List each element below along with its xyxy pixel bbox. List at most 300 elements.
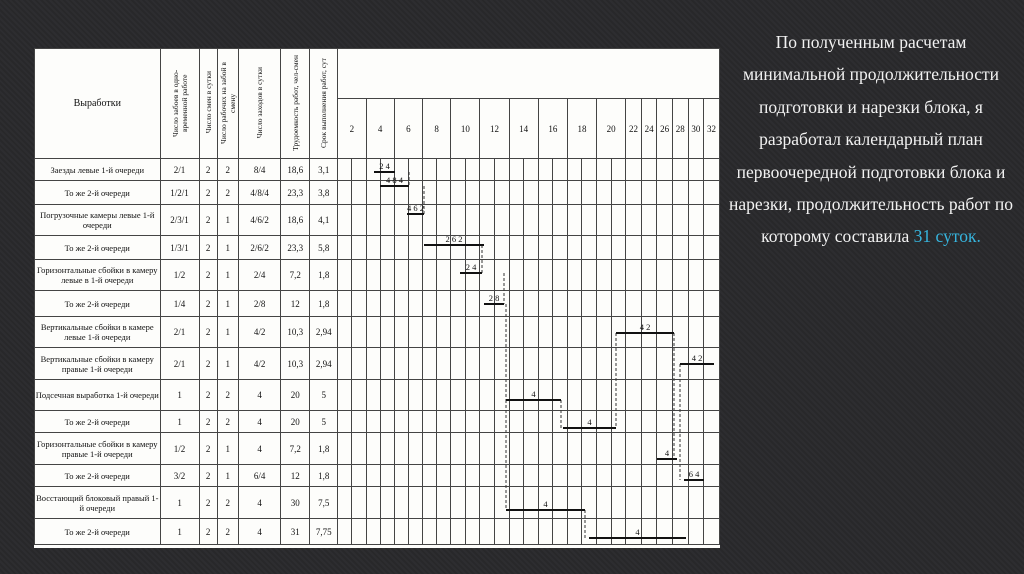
cell-shifts: 2 xyxy=(199,465,217,487)
timeline-cell xyxy=(380,487,394,519)
timeline-tick: 28 xyxy=(672,99,688,159)
timeline-cell xyxy=(567,433,582,465)
timeline-cell xyxy=(567,291,582,317)
cell-faces: 1/3/1 xyxy=(160,236,199,260)
timeline-cell xyxy=(657,205,673,236)
timeline-cell xyxy=(672,260,688,291)
timeline-cell xyxy=(394,411,408,433)
timeline-cell xyxy=(597,411,612,433)
work-name: Вертикальные сбойки в камеру правые 1-й очереди xyxy=(35,348,161,380)
timeline-tick: 2 xyxy=(338,99,366,159)
cell-labor: 20 xyxy=(281,411,310,433)
cell-workers: 1 xyxy=(217,291,238,317)
timeline-cell xyxy=(688,433,704,465)
timeline-cell xyxy=(553,411,568,433)
timeline-cell xyxy=(338,181,352,205)
timeline-cell xyxy=(495,317,510,348)
timeline-cell xyxy=(380,519,394,545)
timeline-cell xyxy=(495,411,510,433)
timeline-cell xyxy=(437,317,451,348)
timeline-cell xyxy=(611,159,626,181)
timeline-cell xyxy=(495,465,510,487)
timeline-cell xyxy=(524,380,539,411)
timeline-cell xyxy=(597,487,612,519)
timeline-cell xyxy=(352,411,366,433)
timeline-cell xyxy=(704,411,720,433)
cell-advance: 2/6/2 xyxy=(238,236,280,260)
table-row xyxy=(35,317,720,348)
timeline-cell xyxy=(423,433,437,465)
timeline-cell xyxy=(423,317,437,348)
timeline-cell xyxy=(408,411,422,433)
timeline-cell xyxy=(657,181,673,205)
timeline-cell xyxy=(657,236,673,260)
table-row xyxy=(35,411,720,433)
timeline-cell xyxy=(394,317,408,348)
timeline-cell xyxy=(704,291,720,317)
timeline-cell xyxy=(553,205,568,236)
timeline-cell xyxy=(567,181,582,205)
timeline-cell xyxy=(538,487,553,519)
work-name: Заезды левые 1-й очереди xyxy=(35,159,161,181)
timeline-cell xyxy=(538,519,553,545)
timeline-cell xyxy=(380,291,394,317)
timeline-cell xyxy=(688,465,704,487)
timeline-cell xyxy=(582,433,597,465)
timeline-cell xyxy=(380,260,394,291)
timeline-cell xyxy=(338,487,352,519)
cell-advance: 8/4 xyxy=(238,159,280,181)
cell-shifts: 2 xyxy=(199,205,217,236)
timeline-cell xyxy=(641,205,657,236)
timeline-cell xyxy=(704,205,720,236)
timeline-cell xyxy=(597,181,612,205)
timeline-cell xyxy=(626,433,642,465)
work-name: Горизонтальные сбойки в камеру правые 1-й очереди xyxy=(35,433,161,465)
timeline-cell xyxy=(688,487,704,519)
timeline-cell xyxy=(480,487,495,519)
timeline-cell xyxy=(465,411,480,433)
timeline-cell xyxy=(408,317,422,348)
cell-faces: 1 xyxy=(160,380,199,411)
timeline-cell xyxy=(611,291,626,317)
timeline-cell xyxy=(611,433,626,465)
timeline-cell xyxy=(553,348,568,380)
timeline-cell xyxy=(338,519,352,545)
timeline-cell xyxy=(611,380,626,411)
timeline-cell xyxy=(380,411,394,433)
timeline-cell xyxy=(352,291,366,317)
timeline-cell xyxy=(524,317,539,348)
cell-advance: 4 xyxy=(238,487,280,519)
timeline-cell xyxy=(641,236,657,260)
timeline-cell xyxy=(641,487,657,519)
timeline-header-blank xyxy=(338,49,720,99)
timeline-cell xyxy=(641,348,657,380)
cell-advance: 4 xyxy=(238,433,280,465)
timeline-cell xyxy=(538,291,553,317)
timeline-cell xyxy=(338,260,352,291)
timeline-cell xyxy=(626,181,642,205)
timeline-cell xyxy=(380,433,394,465)
timeline-cell xyxy=(597,380,612,411)
timeline-cell xyxy=(582,260,597,291)
timeline-cell xyxy=(688,236,704,260)
timeline-cell xyxy=(688,159,704,181)
timeline-cell xyxy=(451,487,466,519)
header-workers: Число рабочих на забой в смену xyxy=(217,49,238,159)
timeline-cell xyxy=(657,465,673,487)
cell-workers: 2 xyxy=(217,411,238,433)
gantt-bar-label: 6 4 xyxy=(688,469,700,479)
timeline-cell xyxy=(451,380,466,411)
timeline-cell xyxy=(611,181,626,205)
timeline-cell xyxy=(524,205,539,236)
header-faces: Число забоев в одно-временной работе xyxy=(160,49,199,159)
cell-days: 1,8 xyxy=(310,260,338,291)
cell-labor: 31 xyxy=(281,519,310,545)
timeline-cell xyxy=(465,465,480,487)
timeline-cell xyxy=(597,159,612,181)
timeline-cell xyxy=(567,487,582,519)
gantt-bar-label: 2 4 xyxy=(465,262,477,272)
timeline-cell xyxy=(352,380,366,411)
timeline-cell xyxy=(408,433,422,465)
timeline-cell xyxy=(672,348,688,380)
timeline-cell xyxy=(366,159,380,181)
timeline-cell xyxy=(338,433,352,465)
timeline-cell xyxy=(641,519,657,545)
timeline-cell xyxy=(611,260,626,291)
timeline-cell xyxy=(465,260,480,291)
timeline-cell xyxy=(657,380,673,411)
timeline-cell xyxy=(626,317,642,348)
timeline-cell xyxy=(597,236,612,260)
timeline-cell xyxy=(408,348,422,380)
timeline-cell xyxy=(495,260,510,291)
work-name: То же 2-й очереди xyxy=(35,291,161,317)
timeline-cell xyxy=(495,487,510,519)
cell-advance: 4/6/2 xyxy=(238,205,280,236)
timeline-cell xyxy=(688,291,704,317)
timeline-cell xyxy=(338,291,352,317)
timeline-cell xyxy=(380,159,394,181)
cell-days: 2,94 xyxy=(310,317,338,348)
timeline-cell xyxy=(480,291,495,317)
timeline-cell xyxy=(582,519,597,545)
cell-labor: 30 xyxy=(281,487,310,519)
timeline-cell xyxy=(626,205,642,236)
timeline-cell xyxy=(704,236,720,260)
timeline-cell xyxy=(582,380,597,411)
cell-labor: 18,6 xyxy=(281,159,310,181)
cell-days: 5 xyxy=(310,411,338,433)
timeline-cell xyxy=(582,181,597,205)
timeline-cell xyxy=(366,236,380,260)
timeline-cell xyxy=(509,317,524,348)
cell-shifts: 2 xyxy=(199,236,217,260)
timeline-cell xyxy=(538,348,553,380)
timeline-cell xyxy=(657,411,673,433)
calendar-plan-table xyxy=(34,48,720,545)
timeline-cell xyxy=(366,181,380,205)
cell-shifts: 2 xyxy=(199,380,217,411)
cell-shifts: 2 xyxy=(199,181,217,205)
timeline-cell xyxy=(495,236,510,260)
timeline-cell xyxy=(509,465,524,487)
duration-highlight: 31 суток. xyxy=(913,226,981,247)
timeline-cell xyxy=(538,317,553,348)
cell-labor: 7,2 xyxy=(281,260,310,291)
work-name: То же 2-й очереди xyxy=(35,411,161,433)
timeline-cell xyxy=(465,433,480,465)
timeline-cell xyxy=(553,317,568,348)
timeline-cell xyxy=(338,348,352,380)
timeline-cell xyxy=(704,260,720,291)
timeline-cell xyxy=(553,181,568,205)
timeline-cell xyxy=(672,465,688,487)
timeline-cell xyxy=(380,236,394,260)
timeline-cell xyxy=(672,317,688,348)
timeline-tick: 26 xyxy=(657,99,673,159)
timeline-cell xyxy=(672,380,688,411)
timeline-cell xyxy=(451,411,466,433)
timeline-cell xyxy=(423,348,437,380)
timeline-cell xyxy=(688,348,704,380)
timeline-cell xyxy=(394,380,408,411)
gantt-bar-label: 2 6 2 xyxy=(445,234,463,244)
timeline-cell xyxy=(352,433,366,465)
timeline-cell xyxy=(423,205,437,236)
timeline-cell xyxy=(451,260,466,291)
timeline-cell xyxy=(366,380,380,411)
timeline-cell xyxy=(408,487,422,519)
timeline-tick: 18 xyxy=(567,99,596,159)
cell-days: 1,8 xyxy=(310,465,338,487)
cell-faces: 3/2 xyxy=(160,465,199,487)
timeline-cell xyxy=(641,260,657,291)
timeline-cell xyxy=(408,465,422,487)
timeline-cell xyxy=(352,260,366,291)
timeline-cell xyxy=(408,519,422,545)
timeline-cell xyxy=(437,205,451,236)
timeline-cell xyxy=(408,205,422,236)
header-advance: Число заходов в сутки xyxy=(238,49,280,159)
cell-workers: 1 xyxy=(217,260,238,291)
timeline-cell xyxy=(437,291,451,317)
timeline-cell xyxy=(657,291,673,317)
timeline-cell xyxy=(465,317,480,348)
cell-faces: 1/4 xyxy=(160,291,199,317)
work-name: То же 2-й очереди xyxy=(35,465,161,487)
cell-labor: 18,6 xyxy=(281,205,310,236)
timeline-cell xyxy=(465,159,480,181)
timeline-cell xyxy=(538,260,553,291)
work-name: То же 2-й очереди xyxy=(35,519,161,545)
timeline-cell xyxy=(509,487,524,519)
header-labor: Трудоемкость работ, чел-смен xyxy=(281,49,310,159)
timeline-cell xyxy=(352,236,366,260)
cell-shifts: 2 xyxy=(199,291,217,317)
timeline-cell xyxy=(611,348,626,380)
timeline-cell xyxy=(451,465,466,487)
timeline-cell xyxy=(437,519,451,545)
cell-days: 2,94 xyxy=(310,348,338,380)
timeline-cell xyxy=(597,317,612,348)
header-works: Выработки xyxy=(35,49,161,159)
timeline-cell xyxy=(626,291,642,317)
work-name: Погрузочные камеры левые 1-й очереди xyxy=(35,205,161,236)
timeline-cell xyxy=(553,159,568,181)
table-row xyxy=(35,487,720,519)
timeline-cell xyxy=(553,487,568,519)
timeline-cell xyxy=(480,181,495,205)
timeline-cell xyxy=(553,236,568,260)
timeline-cell xyxy=(437,487,451,519)
timeline-cell xyxy=(567,159,582,181)
table-row xyxy=(35,380,720,411)
timeline-cell xyxy=(582,411,597,433)
work-name: Восстающий блоковый правый 1-й очереди xyxy=(35,487,161,519)
timeline-cell xyxy=(641,181,657,205)
timeline-cell xyxy=(352,159,366,181)
timeline-cell xyxy=(437,380,451,411)
cell-faces: 2/1 xyxy=(160,317,199,348)
timeline-cell xyxy=(704,159,720,181)
timeline-cell xyxy=(611,236,626,260)
cell-workers: 1 xyxy=(217,348,238,380)
timeline-cell xyxy=(480,236,495,260)
cell-faces: 2/3/1 xyxy=(160,205,199,236)
timeline-cell xyxy=(524,291,539,317)
table-row xyxy=(35,181,720,205)
timeline-cell xyxy=(509,159,524,181)
timeline-cell xyxy=(524,181,539,205)
timeline-cell xyxy=(408,181,422,205)
timeline-cell xyxy=(495,519,510,545)
timeline-cell xyxy=(451,159,466,181)
timeline-cell xyxy=(423,411,437,433)
cell-shifts: 2 xyxy=(199,487,217,519)
timeline-cell xyxy=(582,205,597,236)
timeline-cell xyxy=(524,487,539,519)
gantt-bar-label: 4 2 xyxy=(691,353,703,363)
timeline-cell xyxy=(611,465,626,487)
timeline-cell xyxy=(704,181,720,205)
timeline-cell xyxy=(672,205,688,236)
timeline-cell xyxy=(408,291,422,317)
timeline-cell xyxy=(338,236,352,260)
timeline-cell xyxy=(437,411,451,433)
cell-shifts: 2 xyxy=(199,159,217,181)
timeline-cell xyxy=(672,411,688,433)
timeline-cell xyxy=(509,411,524,433)
timeline-cell xyxy=(611,411,626,433)
gantt-bar-label: 4 2 xyxy=(639,322,651,332)
timeline-cell xyxy=(465,181,480,205)
work-name: Горизонтальные сбойки в камеру левые в 1-й очереди xyxy=(35,260,161,291)
timeline-cell xyxy=(480,519,495,545)
timeline-tick: 16 xyxy=(538,99,567,159)
timeline-cell xyxy=(495,380,510,411)
timeline-cell xyxy=(352,317,366,348)
header-duration: Срок выполнения работ, сут xyxy=(310,49,338,159)
timeline-cell xyxy=(366,260,380,291)
timeline-cell xyxy=(380,380,394,411)
timeline-cell xyxy=(437,433,451,465)
timeline-cell xyxy=(538,465,553,487)
timeline-cell xyxy=(704,487,720,519)
cell-workers: 2 xyxy=(217,380,238,411)
timeline-cell xyxy=(465,380,480,411)
timeline-cell xyxy=(538,380,553,411)
cell-advance: 4 xyxy=(238,380,280,411)
timeline-cell xyxy=(338,380,352,411)
timeline-cell xyxy=(567,205,582,236)
cell-workers: 1 xyxy=(217,317,238,348)
table-row xyxy=(35,236,720,260)
timeline-cell xyxy=(688,380,704,411)
timeline-cell xyxy=(366,411,380,433)
timeline-cell xyxy=(352,487,366,519)
timeline-cell xyxy=(553,465,568,487)
timeline-cell xyxy=(423,236,437,260)
timeline-cell xyxy=(688,519,704,545)
timeline-cell xyxy=(611,487,626,519)
timeline-cell xyxy=(394,260,408,291)
cell-faces: 1/2/1 xyxy=(160,181,199,205)
cell-faces: 1 xyxy=(160,487,199,519)
timeline-cell xyxy=(480,348,495,380)
timeline-cell xyxy=(423,260,437,291)
cell-faces: 2/1 xyxy=(160,348,199,380)
timeline-cell xyxy=(611,317,626,348)
timeline-cell xyxy=(626,519,642,545)
timeline-cell xyxy=(380,465,394,487)
cell-workers: 2 xyxy=(217,519,238,545)
timeline-cell xyxy=(366,487,380,519)
timeline-cell xyxy=(338,465,352,487)
cell-days: 7,75 xyxy=(310,519,338,545)
timeline-cell xyxy=(437,236,451,260)
timeline-cell xyxy=(509,236,524,260)
timeline-cell xyxy=(582,465,597,487)
timeline-cell xyxy=(408,380,422,411)
timeline-cell xyxy=(597,260,612,291)
timeline-cell xyxy=(451,236,466,260)
description-panel xyxy=(726,26,1016,253)
timeline-cell xyxy=(524,519,539,545)
timeline-cell xyxy=(495,159,510,181)
cell-labor: 20 xyxy=(281,380,310,411)
timeline-cell xyxy=(451,348,466,380)
timeline-cell xyxy=(626,260,642,291)
timeline-cell xyxy=(465,205,480,236)
timeline-cell xyxy=(524,348,539,380)
timeline-cell xyxy=(553,519,568,545)
timeline-cell xyxy=(567,519,582,545)
timeline-cell xyxy=(465,348,480,380)
cell-days: 7,5 xyxy=(310,487,338,519)
timeline-cell xyxy=(465,291,480,317)
timeline-cell xyxy=(480,411,495,433)
timeline-cell xyxy=(423,181,437,205)
cell-advance: 2/4 xyxy=(238,260,280,291)
timeline-cell xyxy=(704,348,720,380)
timeline-cell xyxy=(495,433,510,465)
timeline-cell xyxy=(611,205,626,236)
timeline-cell xyxy=(366,433,380,465)
